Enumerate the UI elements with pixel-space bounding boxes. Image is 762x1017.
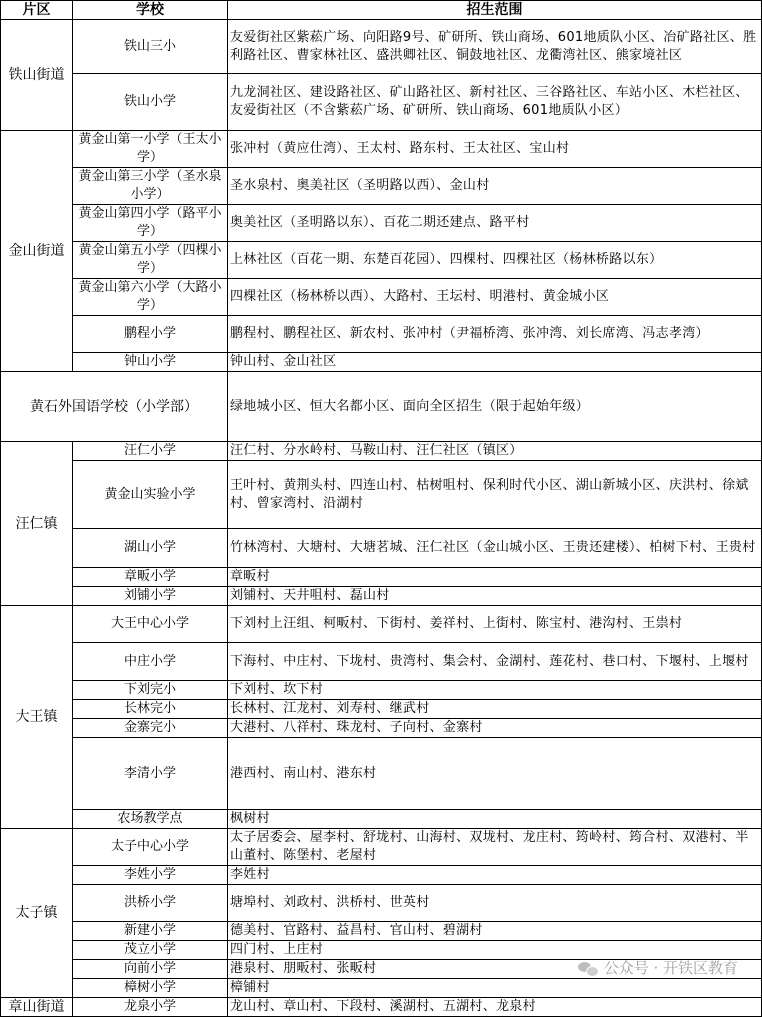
table-row xyxy=(1,461,762,529)
range-cell: 张冲村（黄应仕湾）、王太村、路东村、王太社区、宝山村 xyxy=(228,131,762,168)
range-cell: 章畈村 xyxy=(228,568,762,587)
table-row xyxy=(1,810,762,829)
range-cell: 长林村、江龙村、刘寿村、继武村 xyxy=(228,700,762,719)
school-cell: 黄金山第四小学（路平小学） xyxy=(73,205,228,242)
range-cell: 下刘村、坎下村 xyxy=(228,681,762,700)
school-cell: 龙泉小学 xyxy=(73,998,228,1017)
range-cell: 绿地城小区、恒大名都小区、面向全区招生（限于起始年级） xyxy=(228,372,762,442)
table-row xyxy=(1,922,762,941)
school-cell: 向前小学 xyxy=(73,960,228,979)
area-cell: 金山街道 xyxy=(1,131,73,372)
school-cell: 鹏程小学 xyxy=(73,316,228,353)
range-cell: 上林社区（百花一期、东楚百花园）、四棵村、四棵社区（杨林桥路以东） xyxy=(228,242,762,279)
range-cell: 汪仁村、分水岭村、马鞍山村、汪仁社区（镇区） xyxy=(228,442,762,461)
area-cell: 大王镇 xyxy=(1,606,73,829)
range-cell: 下海村、中庄村、下垅村、贵湾村、集会村、金湖村、莲花村、巷口村、下堰村、上堰村 xyxy=(228,643,762,681)
table-row xyxy=(1,205,762,242)
school-cell: 下刘完小 xyxy=(73,681,228,700)
school-cell: 中庄小学 xyxy=(73,643,228,681)
school-cell: 黄金山第一小学（王太小学） xyxy=(73,131,228,168)
range-cell: 钟山村、金山社区 xyxy=(228,353,762,372)
school-cell: 洪桥小学 xyxy=(73,885,228,922)
table-row xyxy=(1,738,762,810)
table-row xyxy=(1,279,762,316)
watermark-text: 公众号 · 开铁区教育 xyxy=(603,959,738,977)
school-cell: 茂立小学 xyxy=(73,941,228,960)
range-cell: 王叶村、黄荆头村、四连山村、枯树咀村、保利时代小区、湖山新城小区、庆洪村、徐斌村、曾家湾村、沿湖村 xyxy=(228,461,762,529)
range-cell: 鹏程村、鹏程社区、新农村、张冲村（尹福桥湾、张冲湾、刘长席湾、冯志孝湾） xyxy=(228,316,762,353)
range-cell: 龙山村、章山村、下段村、溪湖村、五湖村、龙泉村 xyxy=(228,998,762,1017)
school-cell: 章畈小学 xyxy=(73,568,228,587)
range-cell: 友爱街社区紫菘广场、向阳路9号、矿研所、铁山商场、601地质队小区、冶矿路社区、胜利路社区、曹家林社区、盛洪卿社区、铜鼓地社区、龙衢湾社区、熊家境社区 xyxy=(228,20,762,74)
range-cell: 李姓村 xyxy=(228,866,762,885)
table-row xyxy=(1,998,762,1017)
table-row xyxy=(1,643,762,681)
table-row xyxy=(1,829,762,866)
range-cell: 九龙洞社区、建设路社区、矿山路社区、新村社区、三谷路社区、车站小区、木栏社区、友爱街社区（不含紫菘广场、矿研所、铁山商场、601地质队小区） xyxy=(228,74,762,131)
table-row xyxy=(1,529,762,568)
table-row xyxy=(1,606,762,643)
school-cell: 李姓小学 xyxy=(73,866,228,885)
area-cell: 汪仁镇 xyxy=(1,442,73,606)
table-row xyxy=(1,20,762,74)
table-row xyxy=(1,885,762,922)
table-row xyxy=(1,681,762,700)
header-school: 学校 xyxy=(73,1,228,20)
area-cell: 黄石外国语学校（小学部） xyxy=(1,372,228,442)
school-cell: 黄金山实验小学 xyxy=(73,461,228,529)
table-row xyxy=(1,700,762,719)
school-cell: 长林完小 xyxy=(73,700,228,719)
school-cell: 李清小学 xyxy=(73,738,228,810)
school-cell: 湖山小学 xyxy=(73,529,228,568)
header-area: 片区 xyxy=(1,1,73,20)
range-cell: 竹林湾村、大塘村、大塘茗城、汪仁社区（金山城小区、王贵还建楼）、柏树下村、王贵村 xyxy=(228,529,762,568)
header-range: 招生范围 xyxy=(228,1,762,20)
table-row xyxy=(1,866,762,885)
table-row xyxy=(1,372,762,442)
range-cell: 四门村、上庄村 xyxy=(228,941,762,960)
school-cell: 铁山三小 xyxy=(73,20,228,74)
header-row xyxy=(1,1,762,20)
range-cell: 四棵社区（杨林桥以西）、大路村、王坛村、明港村、黄金城小区 xyxy=(228,279,762,316)
table-row xyxy=(1,74,762,131)
school-cell: 新建小学 xyxy=(73,922,228,941)
watermark xyxy=(578,957,738,978)
wechat-icon xyxy=(578,960,598,976)
range-cell: 港泉村、朋畈村、张畈村 xyxy=(228,960,762,979)
table-row xyxy=(1,316,762,353)
table-row xyxy=(1,442,762,461)
school-cell: 黄金山第六小学（大路小学） xyxy=(73,279,228,316)
school-cell: 黄金山第三小学（圣水泉小学） xyxy=(73,168,228,205)
school-cell: 铁山小学 xyxy=(73,74,228,131)
table-row xyxy=(1,979,762,998)
school-cell: 农场教学点 xyxy=(73,810,228,829)
area-cell: 铁山街道 xyxy=(1,20,73,131)
school-cell: 黄金山第五小学（四棵小学） xyxy=(73,242,228,279)
school-cell: 金寨完小 xyxy=(73,719,228,738)
area-cell: 太子镇 xyxy=(1,829,73,998)
area-cell: 章山街道 xyxy=(1,998,73,1017)
school-cell: 太子中心小学 xyxy=(73,829,228,866)
range-cell: 奥美社区（圣明路以东）、百花二期还建点、路平村 xyxy=(228,205,762,242)
school-cell: 汪仁小学 xyxy=(73,442,228,461)
school-cell: 樟树小学 xyxy=(73,979,228,998)
range-cell: 刘铺村、天井咀村、磊山村 xyxy=(228,587,762,606)
range-cell: 德美村、官路村、益昌村、官山村、碧湖村 xyxy=(228,922,762,941)
school-cell: 钟山小学 xyxy=(73,353,228,372)
range-cell: 圣水泉村、奥美社区（圣明路以西）、金山村 xyxy=(228,168,762,205)
table-row xyxy=(1,168,762,205)
range-cell: 塘埠村、刘政村、洪桥村、世英村 xyxy=(228,885,762,922)
table-row xyxy=(1,353,762,372)
range-cell: 樟铺村 xyxy=(228,979,762,998)
range-cell: 枫树村 xyxy=(228,810,762,829)
school-cell: 刘铺小学 xyxy=(73,587,228,606)
range-cell: 下刘村上汪组、柯畈村、下街村、姜祥村、上街村、陈宝村、港沟村、王祟村 xyxy=(228,606,762,643)
table-row xyxy=(1,242,762,279)
table-row xyxy=(1,131,762,168)
school-cell: 大王中心小学 xyxy=(73,606,228,643)
table-row xyxy=(1,587,762,606)
range-cell: 大港村、八祥村、珠龙村、子向村、金寨村 xyxy=(228,719,762,738)
range-cell: 太子居委会、屋李村、舒垅村、山海村、双垅村、龙庄村、筠岭村、筠合村、双港村、半山董村、陈堡村、老屋村 xyxy=(228,829,762,866)
table-row xyxy=(1,568,762,587)
table-row xyxy=(1,719,762,738)
range-cell: 港西村、南山村、港东村 xyxy=(228,738,762,810)
